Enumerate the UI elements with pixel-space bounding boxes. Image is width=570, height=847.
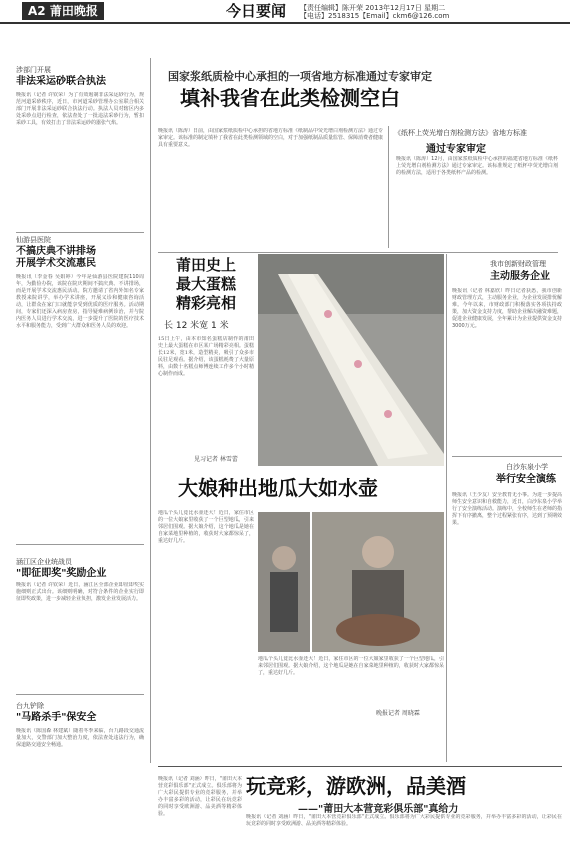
divider <box>158 252 558 253</box>
sweet-potato-credit: 晚报记者 周晓霖 <box>376 710 420 717</box>
header-info-line1: 【责任编辑】陈开荣 2013年12月17日 星期二 <box>300 4 446 12</box>
side-story-kicker: 《纸杯上荧光增白剂检测方法》省地方标准 <box>394 129 527 137</box>
article-body: 晚报讯（记者 许钦荣）近日，涵江区全部企业即征即奖实施细则正式出台。该细则明确，对符合条件的企业实行即征即奖政策，进一步减轻企业负担，激发企业发展活力。 <box>16 582 144 602</box>
cake-photo <box>258 254 444 466</box>
cake-body: 15日上午，由本市知名蛋糕店制作的莆田史上最大蛋糕在市区某广场精彩亮相。蛋糕长12米，宽1米，造型精美，吸引了众多市民驻足观看。据介绍，该蛋糕耗费了大量原料，由数十名糕点师傅连续工作多个小时精心制作而成。 <box>158 336 254 377</box>
sweet-potato-body: 地瓜个头儿竟比水壶还大！近日，家住市区的一位大娘家里收获了一个巨型地瓜，引来邻居们围观。据大娘介绍，这个地瓜是她在自家菜地里种植的，收获时大家都惊呆了，重达好几斤。 <box>158 510 254 544</box>
article-headline: 非法采运砂联合执法 <box>16 76 106 87</box>
divider <box>16 694 144 695</box>
main-story-kicker: 国家浆纸质检中心承担的一项省地方标准通过专家审定 <box>168 70 432 83</box>
cake-headline-line1: 莆田史上 <box>175 256 236 274</box>
column-divider <box>388 126 389 248</box>
sweet-potato-photo-left <box>258 512 310 652</box>
column-divider <box>446 254 447 762</box>
sweet-potato-photo-right <box>312 512 444 652</box>
cake-subheadline: 长 12 米宽 1 米 <box>164 321 229 331</box>
cake-credit: 见习记者 林雪蕾 <box>194 456 238 463</box>
column-divider <box>150 58 151 763</box>
divider <box>452 456 562 457</box>
article-headline: "即征即奖"奖励企业 <box>16 568 107 579</box>
divider <box>16 232 144 233</box>
cake-headline-line3: 精彩亮相 <box>175 294 236 312</box>
sweet-potato-caption: 地瓜个头儿竟比水壶还大！近日，家住市区的一位大娘家里收获了一个巨型地瓜，引来邻居们围观。据大娘介绍，这个地瓜是她在自家菜地里种植的，收获时大家都惊呆了，重达好几斤。 <box>258 656 444 676</box>
bottom-story-body-cont: 晚报讯（记者 刘涵）昨日，"莆田大本营竞彩俱乐部"正式成立。俱乐部将为广大彩民提供专业的竞彩服务，并举办丰富多彩的活动，让彩民在玩竞彩的同时享受欧洲游、品美酒等精彩体验。 <box>246 814 562 827</box>
section-label: 白沙东泉小学 <box>506 463 548 471</box>
page-title: 今日要闻 <box>226 2 287 20</box>
article-body: 晚报讯（李金春 吴娟婷）今年是仙游县医院建院110周年，为勤俭办院，该院在院庆期间不搞庆典、不讲排场，而是开展学术交流惠民活动。院方邀请了省内外知名专家教授来院讲学，举办学术讲座，开展义诊和健康咨询活动，让群众在家门口就能享受到优质的医疗服务。活动期间，专家们还深入病房查房，指导疑难病例诊治，并与院内医务人员进行学术交流，进一步提升了医院的医疗技术水平和服务能力，受到广大群众和医务人员的欢迎。 <box>16 274 144 329</box>
article-headline: 不搞庆典不讲排场 开展学术交流惠民 <box>16 246 96 269</box>
section-label: 台九铲除 <box>16 702 44 710</box>
bottom-story-subheadline: ——"莆田大本营竞彩俱乐部"真给力 <box>298 804 459 815</box>
section-label: 涉部门开展 <box>16 66 51 74</box>
cake-headline-box <box>160 256 252 320</box>
section-label: 仙游县医院 <box>16 236 51 244</box>
article-body: 晚报讯（记者 许钦荣）为了有效遏制非法采运砂行为，规范河道采砂秩序，近日，市河道采砂管理办公室联合相关部门开展非法采运砂联合执法行动。执法人员对辖区内多处采砂点进行检查，依法查处了一批违法采砂行为，暂扣采砂工具，有效打击了非法采运砂的嚣张气焰。 <box>16 92 144 126</box>
cake-headline-line2: 最大蛋糕 <box>175 275 236 293</box>
article-body: 晚报讯（记者 林嘉欣）昨日记者获悉，我市创新财政管理方式，主动服务企业，为企业发展排忧解难。今年以来，市财政部门积极落实各项扶持政策，加大资金支持力度，帮助企业解决融资难题，促进企业健康发展，全年累计为企业提供资金支持3000万元。 <box>452 288 562 329</box>
article-body: 晚报讯（王少友）安全教育无小事。为进一步提高师生安全意识和自救能力，近日，白沙东泉小学举行了安全演练活动。演练中，全校师生在老师的指挥下有序撤离，整个过程紧张有序，达到了预期效果。 <box>452 492 562 526</box>
side-story-headline: 通过专家审定 <box>426 144 486 155</box>
bottom-story-headline: 玩竞彩，游欧洲，品美酒 <box>246 774 466 798</box>
article-headline: 主动服务企业 <box>490 271 550 282</box>
header-info <box>300 4 550 20</box>
article-body: 晚报讯（陈国森 林建斌）随着冬季来临，台九路段交通流量加大，交警部门加大整治力度，依法查处违法行为，确保道路交通安全畅通。 <box>16 728 144 748</box>
divider <box>16 544 144 545</box>
bottom-story-body: 晚报讯（记者 刘涵）昨日，"莆田大本营竞彩俱乐部"正式成立。俱乐部将为广大彩民提供专业的竞彩服务，并举办丰富多彩的活动，让彩民在玩竞彩的同时享受欧洲游、品美酒等精彩体验。 <box>158 776 242 817</box>
divider <box>158 766 562 767</box>
side-story-body: 晚报讯（陈涛）12月，由国家浆纸质检中心承担的福建省地方标准《纸杯上荧光增白剂检测方法》通过专家审定。该标准规定了纸杯中荧光增白剂的检测方法，适用于各类纸杯产品的检测。 <box>396 156 558 176</box>
main-story-body: 晚报讯（陈涛）日前，由国家浆纸质检中心承担的省地方标准《纸制品中荧光增白剂检测方法》通过专家审定。该标准的制定填补了我省在此类检测领域的空白，对于加强纸制品质量监管、保障消费者健康具有重要意义。 <box>158 128 383 148</box>
article-headline: 举行安全演练 <box>496 474 556 485</box>
section-label: 涵江区企业统战员 <box>16 558 72 566</box>
section-label: 我市创新财政管理 <box>490 260 546 268</box>
sweet-potato-headline: 大娘种出地瓜大如水壶 <box>178 476 378 500</box>
page-badge: A2 莆田晚报 <box>22 2 104 20</box>
header-info-line2: 【电话】2518315【Email】ckm6@126.com <box>300 12 450 20</box>
main-story-headline: 填补我省在此类检测空白 <box>180 86 400 110</box>
article-headline: "马路杀手"保安全 <box>16 712 97 723</box>
